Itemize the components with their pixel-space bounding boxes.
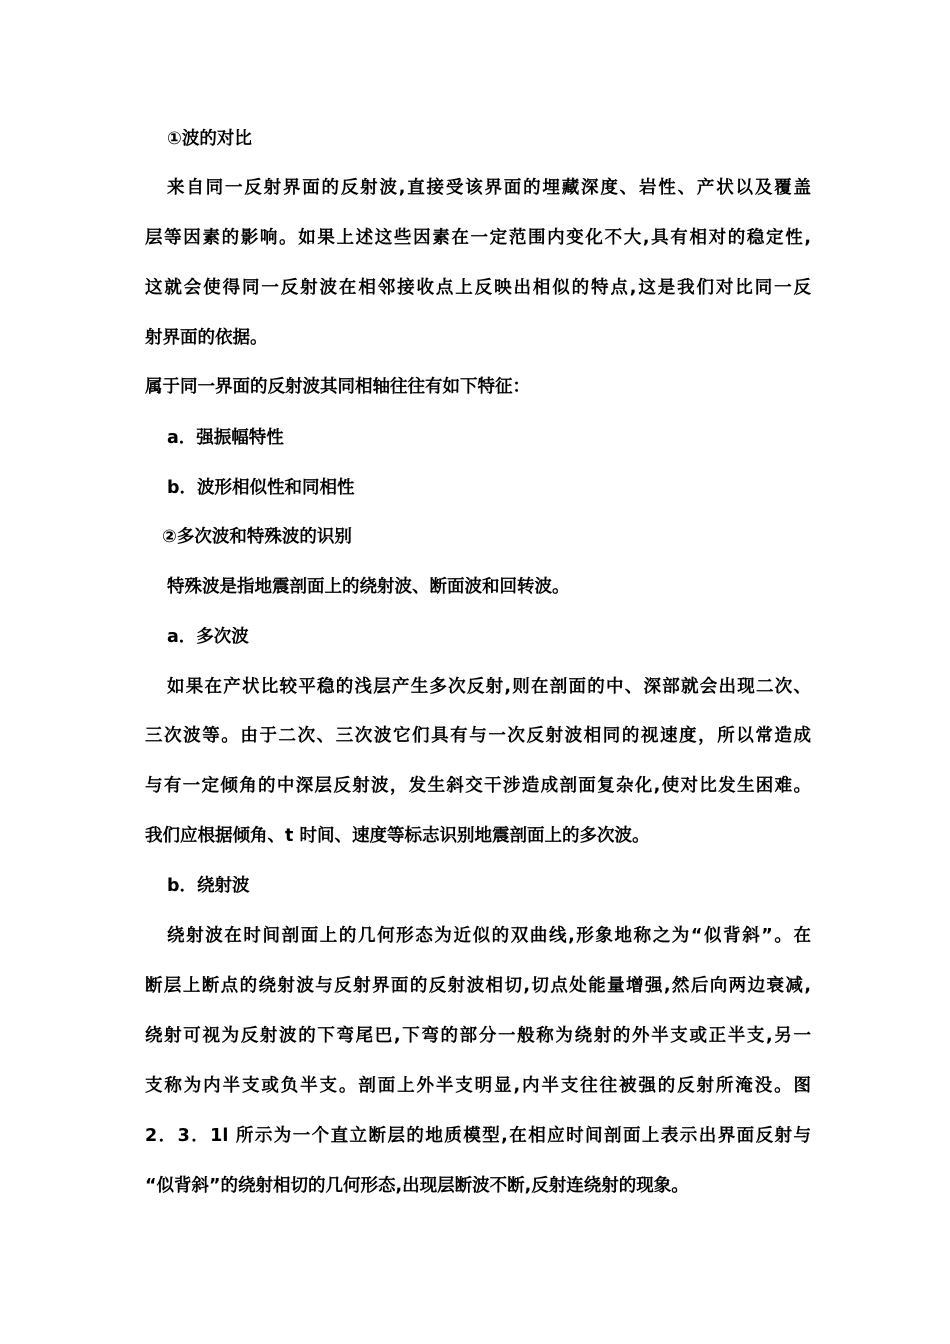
list-item: b．绕射波 [167,876,250,896]
paragraph-line: 特殊波是指地震剖面上的绕射波、断面波和回转波。 [167,577,570,597]
paragraph-line: 与有一定倾角的中深层反射波，发生斜交干涉造成剖面复杂化,使对比发生困难。 [145,776,811,796]
paragraph-line: 绕射波在时间剖面上的几何形态为近似的双曲线,形象地称之为“似背斜”。在 [167,926,811,946]
list-item: a．多次波 [167,627,249,647]
paragraph-line: 我们应根据倾角、t 时间、速度等标志识别地震剖面上的多次波。 [145,826,650,846]
list-item: b．波形相似性和同相性 [167,478,355,498]
paragraph-line: 来自同一反射界面的反射波,直接受该界面的埋藏深度、岩性、产状以及覆盖 [167,178,811,198]
paragraph-line: 如果在产状比较平稳的浅层产生多次反射,则在剖面的中、深部就会出现二次、 [167,677,811,697]
paragraph-line: 这就会使得同一反射波在相邻接收点上反映出相似的特点,这是我们对比同一反 [145,278,811,298]
paragraph-line: 属于同一界面的反射波其同相轴往往有如下特征： [145,377,530,397]
section-heading-wave-correlation: ①波的对比 [167,129,252,149]
section-heading-multiples: ②多次波和特殊波的识别 [162,527,352,547]
paragraph-line: 层等因素的影响。如果上述这些因素在一定范围内变化不大,具有相对的稳定性, [145,228,811,248]
paragraph-line: 射界面的依据。 [145,328,268,348]
paragraph-line: 断层上断点的绕射波与反射界面的反射波相切,切点处能量增强,然后向两边衰减, [145,976,811,996]
paragraph-line: 三次波等。由于二次、三次波它们具有与一次反射波相同的视速度，所以常造成 [145,726,811,746]
paragraph-line: 支称为内半支或负半支。剖面上外半支明显,内半支往往被强的反射所淹没。图 [145,1076,811,1096]
paragraph-line: 绕射可视为反射波的下弯尾巴,下弯的部分一般称为绕射的外半支或正半支,另一 [145,1026,811,1046]
paragraph-line: “似背斜”的绕射相切的几何形态,出现层断波不断,反射连绕射的现象。 [145,1176,689,1196]
paragraph-line: 2．3．1l 所示为一个直立断层的地质模型,在相应时间剖面上表示出界面反射与 [145,1126,811,1146]
list-item: a．强振幅特性 [167,428,284,448]
